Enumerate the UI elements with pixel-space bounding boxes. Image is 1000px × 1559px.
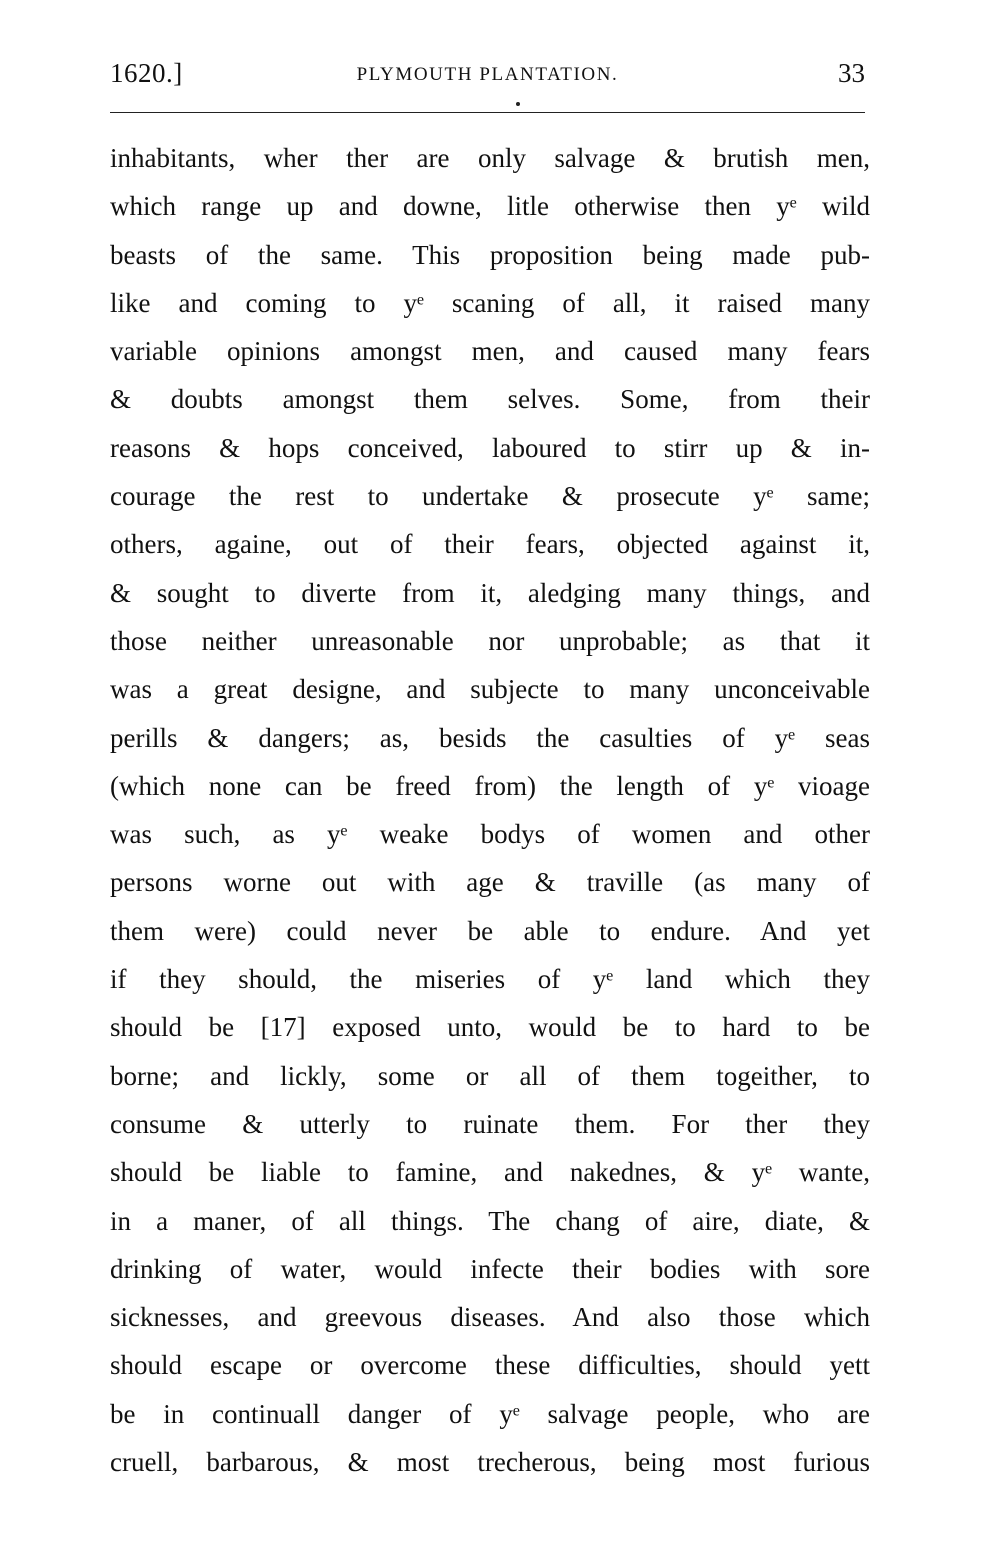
header-dot — [516, 102, 520, 106]
text-line: inhabitants, wher ther are only salvage & brutish men, — [110, 143, 870, 173]
text-line: be in continuall danger of yᵉ salvage people, who are — [110, 1398, 870, 1429]
text-line: cruell, barbarous, & most trecherous, being most furious — [110, 1447, 870, 1478]
text-line: those neither unreasonable nor unprobable; as that it — [110, 625, 870, 656]
text-line: reasons & hops conceived, laboured to stirr up & in- — [110, 432, 870, 463]
header-rule — [110, 112, 865, 113]
text-line: (which none can be freed from) the length of yᵉ vioage — [110, 770, 870, 801]
text-line: persons worne out with age & traville (as many of — [110, 867, 870, 898]
text-line: sicknesses, and greevous diseases. And also those which — [110, 1302, 870, 1333]
text-line: & doubts amongst them selves. Some, from their — [110, 384, 870, 415]
text-line: should be liable to famine, and nakednes, & yᵉ wante, — [110, 1157, 870, 1188]
text-line: if they should, the miseries of yᵉ land which they — [110, 964, 870, 995]
header-year: 1620.] — [110, 58, 183, 88]
text-line: & sought to diverte from it, aledging many things, and — [110, 577, 870, 608]
text-line: in a maner, of all things. The chang of aire, diate, & — [110, 1205, 870, 1236]
text-line: consume & utterly to ruinate them. For ther they — [110, 1108, 870, 1139]
page-number: 33 — [838, 58, 865, 88]
text-line: them were) could never be able to endure. And yet — [110, 915, 870, 946]
text-line: others, againe, out of their fears, objected against it, — [110, 529, 870, 560]
body-text — [110, 134, 870, 1486]
text-line: should escape or overcome these difficulties, should yett — [110, 1350, 870, 1381]
header-title: PLYMOUTH PLANTATION. — [356, 64, 619, 85]
text-line: drinking of water, would infecte their bodies with sore — [110, 1253, 870, 1284]
text-line: was a great designe, and subjecte to many unconceivable — [110, 674, 870, 705]
text-line: beasts of the same. This proposition being made pub- — [110, 239, 870, 270]
text-line: which range up and downe, litle otherwise then yᵉ wild — [110, 191, 870, 222]
text-line: like and coming to yᵉ scaning of all, it raised many — [110, 287, 870, 318]
text-line: should be [17] exposed unto, would be to hard to be — [110, 1012, 870, 1043]
text-line: perills & dangers; as, besids the casulties of yᵉ seas — [110, 722, 870, 753]
running-head — [110, 58, 865, 98]
text-line: courage the rest to undertake & prosecute yᵉ same; — [110, 481, 870, 512]
text-line: variable opinions amongst men, and caused many fears — [110, 336, 870, 367]
text-line: borne; and lickly, some or all of them togeither, to — [110, 1060, 870, 1091]
text-line: was such, as yᵉ weake bodys of women and other — [110, 819, 870, 850]
